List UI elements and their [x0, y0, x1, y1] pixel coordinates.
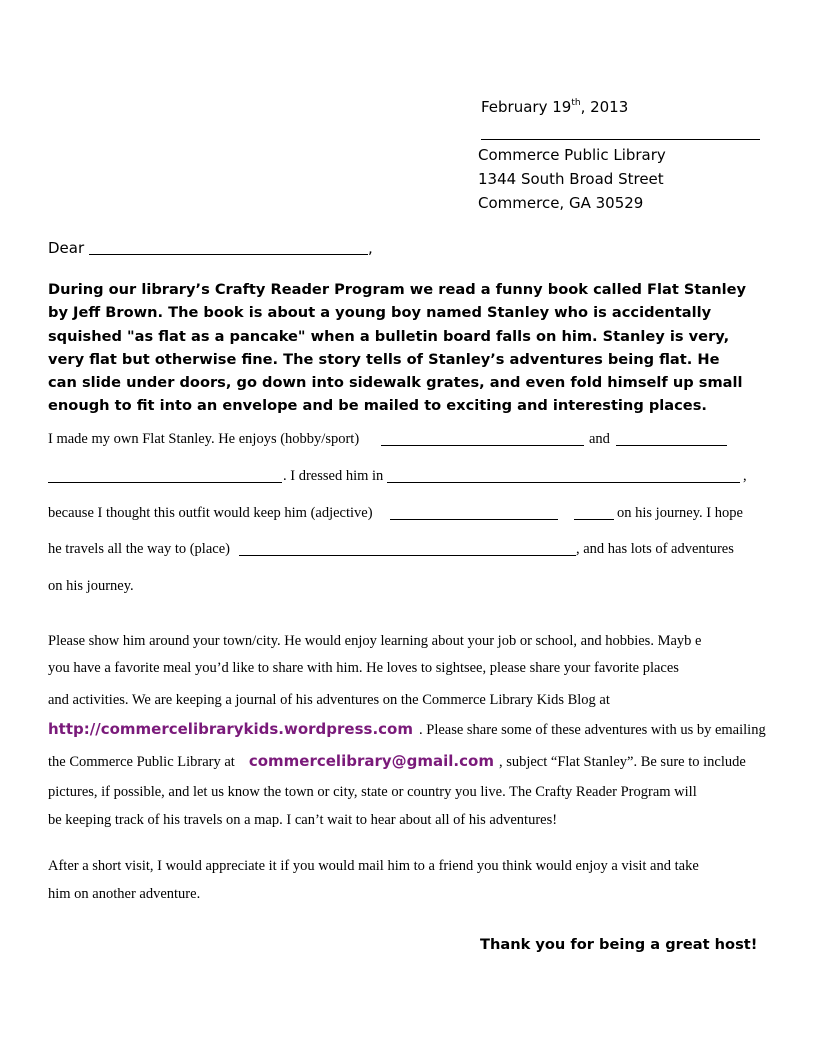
adjective-blank	[390, 519, 558, 520]
address-line-2: 1344 South Broad Street	[478, 170, 664, 188]
request-line-5-b: , subject “Flat Stanley”. Be sure to include	[498, 754, 746, 770]
closing-line-1: After a short visit, I would appreciate it if you would mail him to a friend you think would enjoy a visit and take	[48, 858, 699, 874]
request-line-7: be keeping track of his travels on a map. I can’t wait to hear about all of his adventures!	[48, 812, 558, 828]
book-title: Flat Stanley	[647, 281, 747, 298]
salutation-comma: ,	[368, 239, 373, 257]
address-line-1: Commerce Public Library	[478, 146, 666, 164]
request-line-3: and activities. We are keeping a journal of his adventures on the Commerce Library Kids Blog at	[48, 692, 610, 708]
date-underline	[481, 139, 760, 140]
hobby-blank-2	[616, 445, 727, 446]
request-line-5	[48, 751, 746, 771]
request-line-6: pictures, if possible, and let us know the town or city, state or country you live. The Crafty Reader Program will	[48, 784, 697, 800]
date-suffix: th	[571, 98, 581, 108]
intro-part-2: by Jeff Brown. The book is about a young boy named Stanley who is accidentally squished "as flat as a pancake" when a bulletin board falls on him. Stanley is very, very flat but otherwise fine. The story tells of Stanley’s adventures being flat. He can slide under doors, go down into sidewalk grates, and even fold himself up small enough to fit into an envelope and be mailed to exciting and interesting places.	[48, 304, 743, 415]
fill-line-2-text: . I dressed him in	[283, 468, 384, 484]
fill-line-3-text: because I thought this outfit would keep him (adjective)	[48, 505, 373, 521]
fill-line-5-text: on his journey.	[48, 578, 134, 594]
recipient-blank	[89, 254, 368, 255]
adjective-blank-2	[574, 519, 614, 520]
salutation-dear: Dear	[48, 239, 85, 257]
address-line-3: Commerce, GA 30529	[478, 194, 644, 212]
hobby-continue-blank	[48, 482, 282, 483]
closing-line-2: him on another adventure.	[48, 886, 201, 902]
hobby-blank	[381, 445, 584, 446]
fill-line-3-rest: on his journey. I hope	[617, 505, 743, 521]
blog-link[interactable]: http://commercelibrarykids.wordpress.com	[48, 720, 413, 738]
intro-part-1: During our library’s Crafty Reader Program we read a funny book called	[48, 281, 647, 298]
fill-line-4-text: he travels all the way to (place)	[48, 541, 230, 557]
place-blank	[239, 555, 576, 556]
email-link[interactable]: commercelibrary@gmail.com	[248, 752, 494, 770]
request-line-4	[48, 719, 766, 739]
fill-line-1-text: I made my own Flat Stanley. He enjoys (hobby/sport)	[48, 431, 360, 447]
fill-line-1-and: and	[589, 431, 610, 447]
request-line-4-rest: . Please share some of these adventures with us by emailing	[419, 722, 766, 738]
date-year: , 2013	[580, 98, 629, 116]
signoff-text: Thank you for being a great host!	[480, 936, 758, 953]
request-line-1: Please show him around your town/city. He would enjoy learning about your job or school, and hobbies. Mayb e	[48, 633, 702, 649]
fill-line-2-comma: ,	[743, 468, 747, 484]
fill-line-4-rest: , and has lots of adventures	[576, 541, 734, 557]
outfit-blank	[387, 482, 740, 483]
intro-paragraph	[48, 278, 748, 418]
request-line-5-a: the Commerce Public Library at	[48, 754, 235, 770]
request-line-2: you have a favorite meal you’d like to share with him. He loves to sightsee, please share your favorite places	[48, 660, 679, 676]
date-month-day: February 19	[481, 98, 572, 116]
letter-date	[481, 98, 628, 116]
